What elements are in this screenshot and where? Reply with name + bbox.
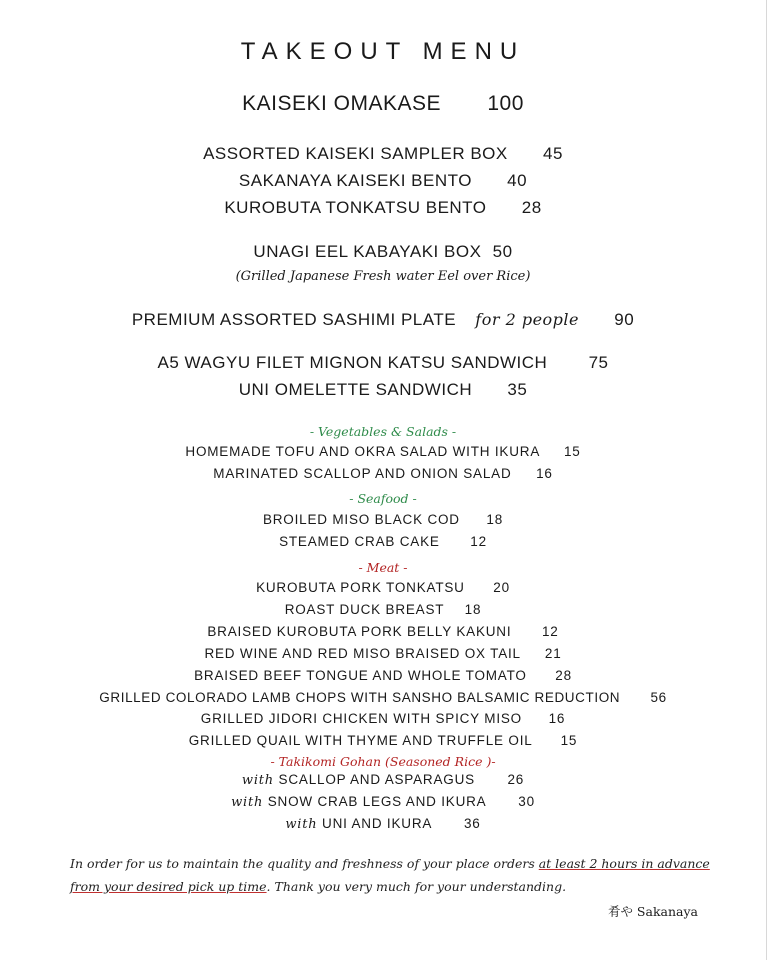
- item-price: 30: [518, 794, 535, 809]
- menu-item: [0, 668, 766, 683]
- section-heading-vegetables: - Vegetables & Salads -: [309, 424, 457, 439]
- item-name: SAKANAYA KAISEKI BENTO: [238, 171, 472, 190]
- item-name: UNI AND IKURA: [322, 816, 432, 831]
- item-price: 18: [486, 512, 504, 527]
- item-price: 16: [548, 711, 566, 726]
- menu-item: [0, 711, 766, 726]
- item-name: SCALLOP AND ASPARAGUS: [278, 772, 475, 787]
- item-name: STEAMED CRAB CAKE: [279, 534, 440, 549]
- item-price: 21: [544, 646, 562, 661]
- item-price: 12: [470, 534, 487, 549]
- item-name: RED WINE AND RED MISO BRAISED OX TAIL: [204, 646, 521, 661]
- item-price: 100: [487, 92, 524, 115]
- item-price: 16: [536, 466, 553, 481]
- section-heading-meat: - Meat -: [358, 560, 408, 575]
- item-name: GRILLED COLORADO LAMB CHOPS WITH SANSHO BALSAMIC REDUCTION: [99, 690, 621, 705]
- menu-item: [0, 624, 766, 639]
- signature: 肴や Sakanaya: [607, 904, 698, 919]
- footer-highlight: at least 2 hours in advance from your desired pick up time: [70, 856, 710, 894]
- menu-item: [0, 353, 766, 373]
- item-price: 56: [650, 690, 667, 705]
- menu-item: [0, 380, 766, 400]
- item-price: 28: [521, 198, 542, 217]
- menu-item: [0, 816, 766, 832]
- menu-item: [0, 466, 766, 481]
- menu-item: [0, 690, 766, 705]
- headliner-item: [0, 92, 766, 116]
- menu-item: [0, 534, 766, 549]
- menu-item: [0, 646, 766, 661]
- menu-item: [0, 310, 766, 330]
- item-name: KUROBUTA PORK TONKATSU: [256, 580, 465, 595]
- footer-note: [70, 852, 710, 898]
- menu-title: TAKEOUT MENU: [240, 38, 526, 65]
- item-prefix: with: [231, 795, 264, 810]
- item-name: UNI OMELETTE SANDWICH: [238, 380, 473, 399]
- menu-item: [0, 512, 766, 527]
- section-heading-rice: - Takikomi Gohan (Seasoned Rice )-: [270, 754, 496, 769]
- menu-item: [0, 602, 766, 617]
- item-price: 18: [464, 602, 482, 617]
- item-price: 45: [542, 144, 563, 163]
- item-name: PREMIUM ASSORTED SASHIMI PLATE: [131, 310, 457, 329]
- item-name: BROILED MISO BLACK COD: [262, 512, 460, 527]
- section-heading-seafood: - Seafood -: [349, 491, 417, 506]
- item-name: GRILLED QUAIL WITH THYME AND TRUFFLE OIL: [188, 733, 533, 748]
- item-price: 15: [560, 733, 578, 748]
- item-price: 12: [541, 624, 559, 639]
- menu-item: [0, 242, 766, 262]
- menu-item: [0, 733, 766, 748]
- footer-text-end: . Thank you very much for your understanding.: [266, 879, 567, 894]
- item-name: BRAISED KUROBUTA PORK BELLY KAKUNI: [207, 624, 512, 639]
- item-name: SNOW CRAB LEGS AND IKURA: [267, 794, 486, 809]
- footer-text: In order for us to maintain the quality and freshness of your place orders: [70, 856, 539, 871]
- menu-item: [0, 171, 766, 191]
- item-price: 15: [563, 444, 581, 459]
- item-name: ASSORTED KAISEKI SAMPLER BOX: [203, 144, 508, 163]
- item-name: BRAISED BEEF TONGUE AND WHOLE TOMATO: [194, 668, 527, 683]
- item-name: GRILLED JIDORI CHICKEN WITH SPICY MISO: [200, 711, 522, 726]
- item-price: 50: [492, 242, 513, 261]
- item-description: (Grilled Japanese Fresh water Eel over Rice): [235, 269, 531, 284]
- item-qualifier: for 2 people: [475, 310, 580, 329]
- item-name: KAISEKI OMAKASE: [242, 92, 441, 115]
- item-name: UNAGI EEL KABAYAKI BOX: [253, 242, 482, 261]
- item-price: 26: [507, 772, 525, 787]
- menu-item: [0, 144, 766, 164]
- item-price: 20: [493, 580, 510, 595]
- item-name: KUROBUTA TONKATSU BENTO: [224, 198, 487, 217]
- item-name: MARINATED SCALLOP AND ONION SALAD: [213, 466, 512, 481]
- item-prefix: with: [241, 773, 274, 788]
- item-name: A5 WAGYU FILET MIGNON KATSU SANDWICH: [157, 353, 548, 372]
- item-price: 35: [507, 380, 528, 399]
- item-name: ROAST DUCK BREAST: [284, 602, 445, 617]
- menu-item: [0, 444, 766, 459]
- item-price: 90: [614, 310, 635, 329]
- menu-item: [0, 198, 766, 218]
- item-price: 75: [588, 353, 609, 372]
- item-name: HOMEMADE TOFU AND OKRA SALAD WITH IKURA: [185, 444, 540, 459]
- menu-item: [0, 580, 766, 595]
- item-prefix: with: [285, 817, 318, 832]
- menu-item: [0, 794, 766, 810]
- item-price: 28: [555, 668, 572, 683]
- menu-item: [0, 772, 766, 788]
- item-price: 40: [507, 171, 528, 190]
- item-price: 36: [464, 816, 481, 831]
